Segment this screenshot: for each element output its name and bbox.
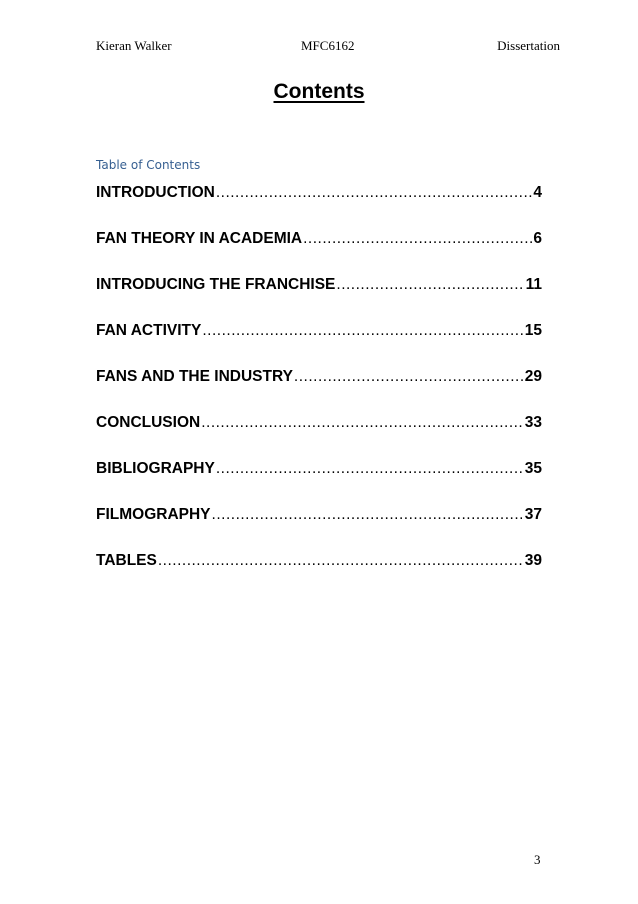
toc-leader	[216, 460, 524, 478]
toc-entry-page: 15	[524, 322, 542, 339]
toc-entry-bibliography[interactable]	[96, 460, 542, 506]
toc-entry-page: 11	[525, 276, 542, 293]
toc-entry-label: TABLES	[96, 552, 157, 569]
toc-entry-label: INTRODUCTION	[96, 184, 215, 201]
toc-entry-label: BIBLIOGRAPHY	[96, 460, 215, 477]
toc-heading: Table of Contents	[96, 158, 201, 172]
toc-leader	[216, 184, 533, 202]
page-header	[96, 38, 560, 58]
header-author: Kieran Walker	[96, 38, 172, 53]
toc-leader	[202, 322, 523, 340]
toc-leader	[158, 552, 524, 570]
toc-entry-filmography[interactable]	[96, 506, 542, 552]
toc-entry-label: FANS AND THE INDUSTRY	[96, 368, 293, 385]
toc-entry-label: FAN ACTIVITY	[96, 322, 202, 339]
toc-entry-page: 29	[524, 368, 542, 385]
toc-entry-label: INTRODUCING THE FRANCHISE	[96, 276, 336, 293]
toc-entry-fan-theory[interactable]	[96, 230, 542, 276]
toc-entry-page: 35	[524, 460, 542, 477]
toc-entry-page: 6	[533, 230, 542, 247]
toc-leader	[212, 506, 524, 524]
toc-entry-page: 37	[524, 506, 542, 523]
toc-entry-label: FILMOGRAPHY	[96, 506, 211, 523]
header-module-code: MFC6162	[301, 38, 355, 53]
toc-leader	[336, 276, 524, 294]
toc-entry-conclusion[interactable]	[96, 414, 542, 460]
toc-leader	[303, 230, 532, 248]
toc-leader	[201, 414, 524, 432]
toc-entry-page: 33	[524, 414, 542, 431]
toc-entry-franchise[interactable]	[96, 276, 542, 322]
toc-entry-page: 39	[524, 552, 542, 569]
toc-entry-label: CONCLUSION	[96, 414, 201, 431]
table-of-contents	[96, 184, 542, 598]
toc-entry-fan-activity[interactable]	[96, 322, 542, 368]
toc-leader	[294, 368, 524, 386]
page-number: 3	[534, 852, 541, 867]
toc-entry-label: FAN THEORY IN ACADEMIA	[96, 230, 303, 247]
toc-entry-page: 4	[533, 184, 542, 201]
toc-entry-fans-industry[interactable]	[96, 368, 542, 414]
page-title: Contents	[273, 80, 365, 103]
toc-entry-introduction[interactable]	[96, 184, 542, 230]
toc-entry-tables[interactable]	[96, 552, 542, 598]
header-doc-type: Dissertation	[497, 38, 560, 53]
